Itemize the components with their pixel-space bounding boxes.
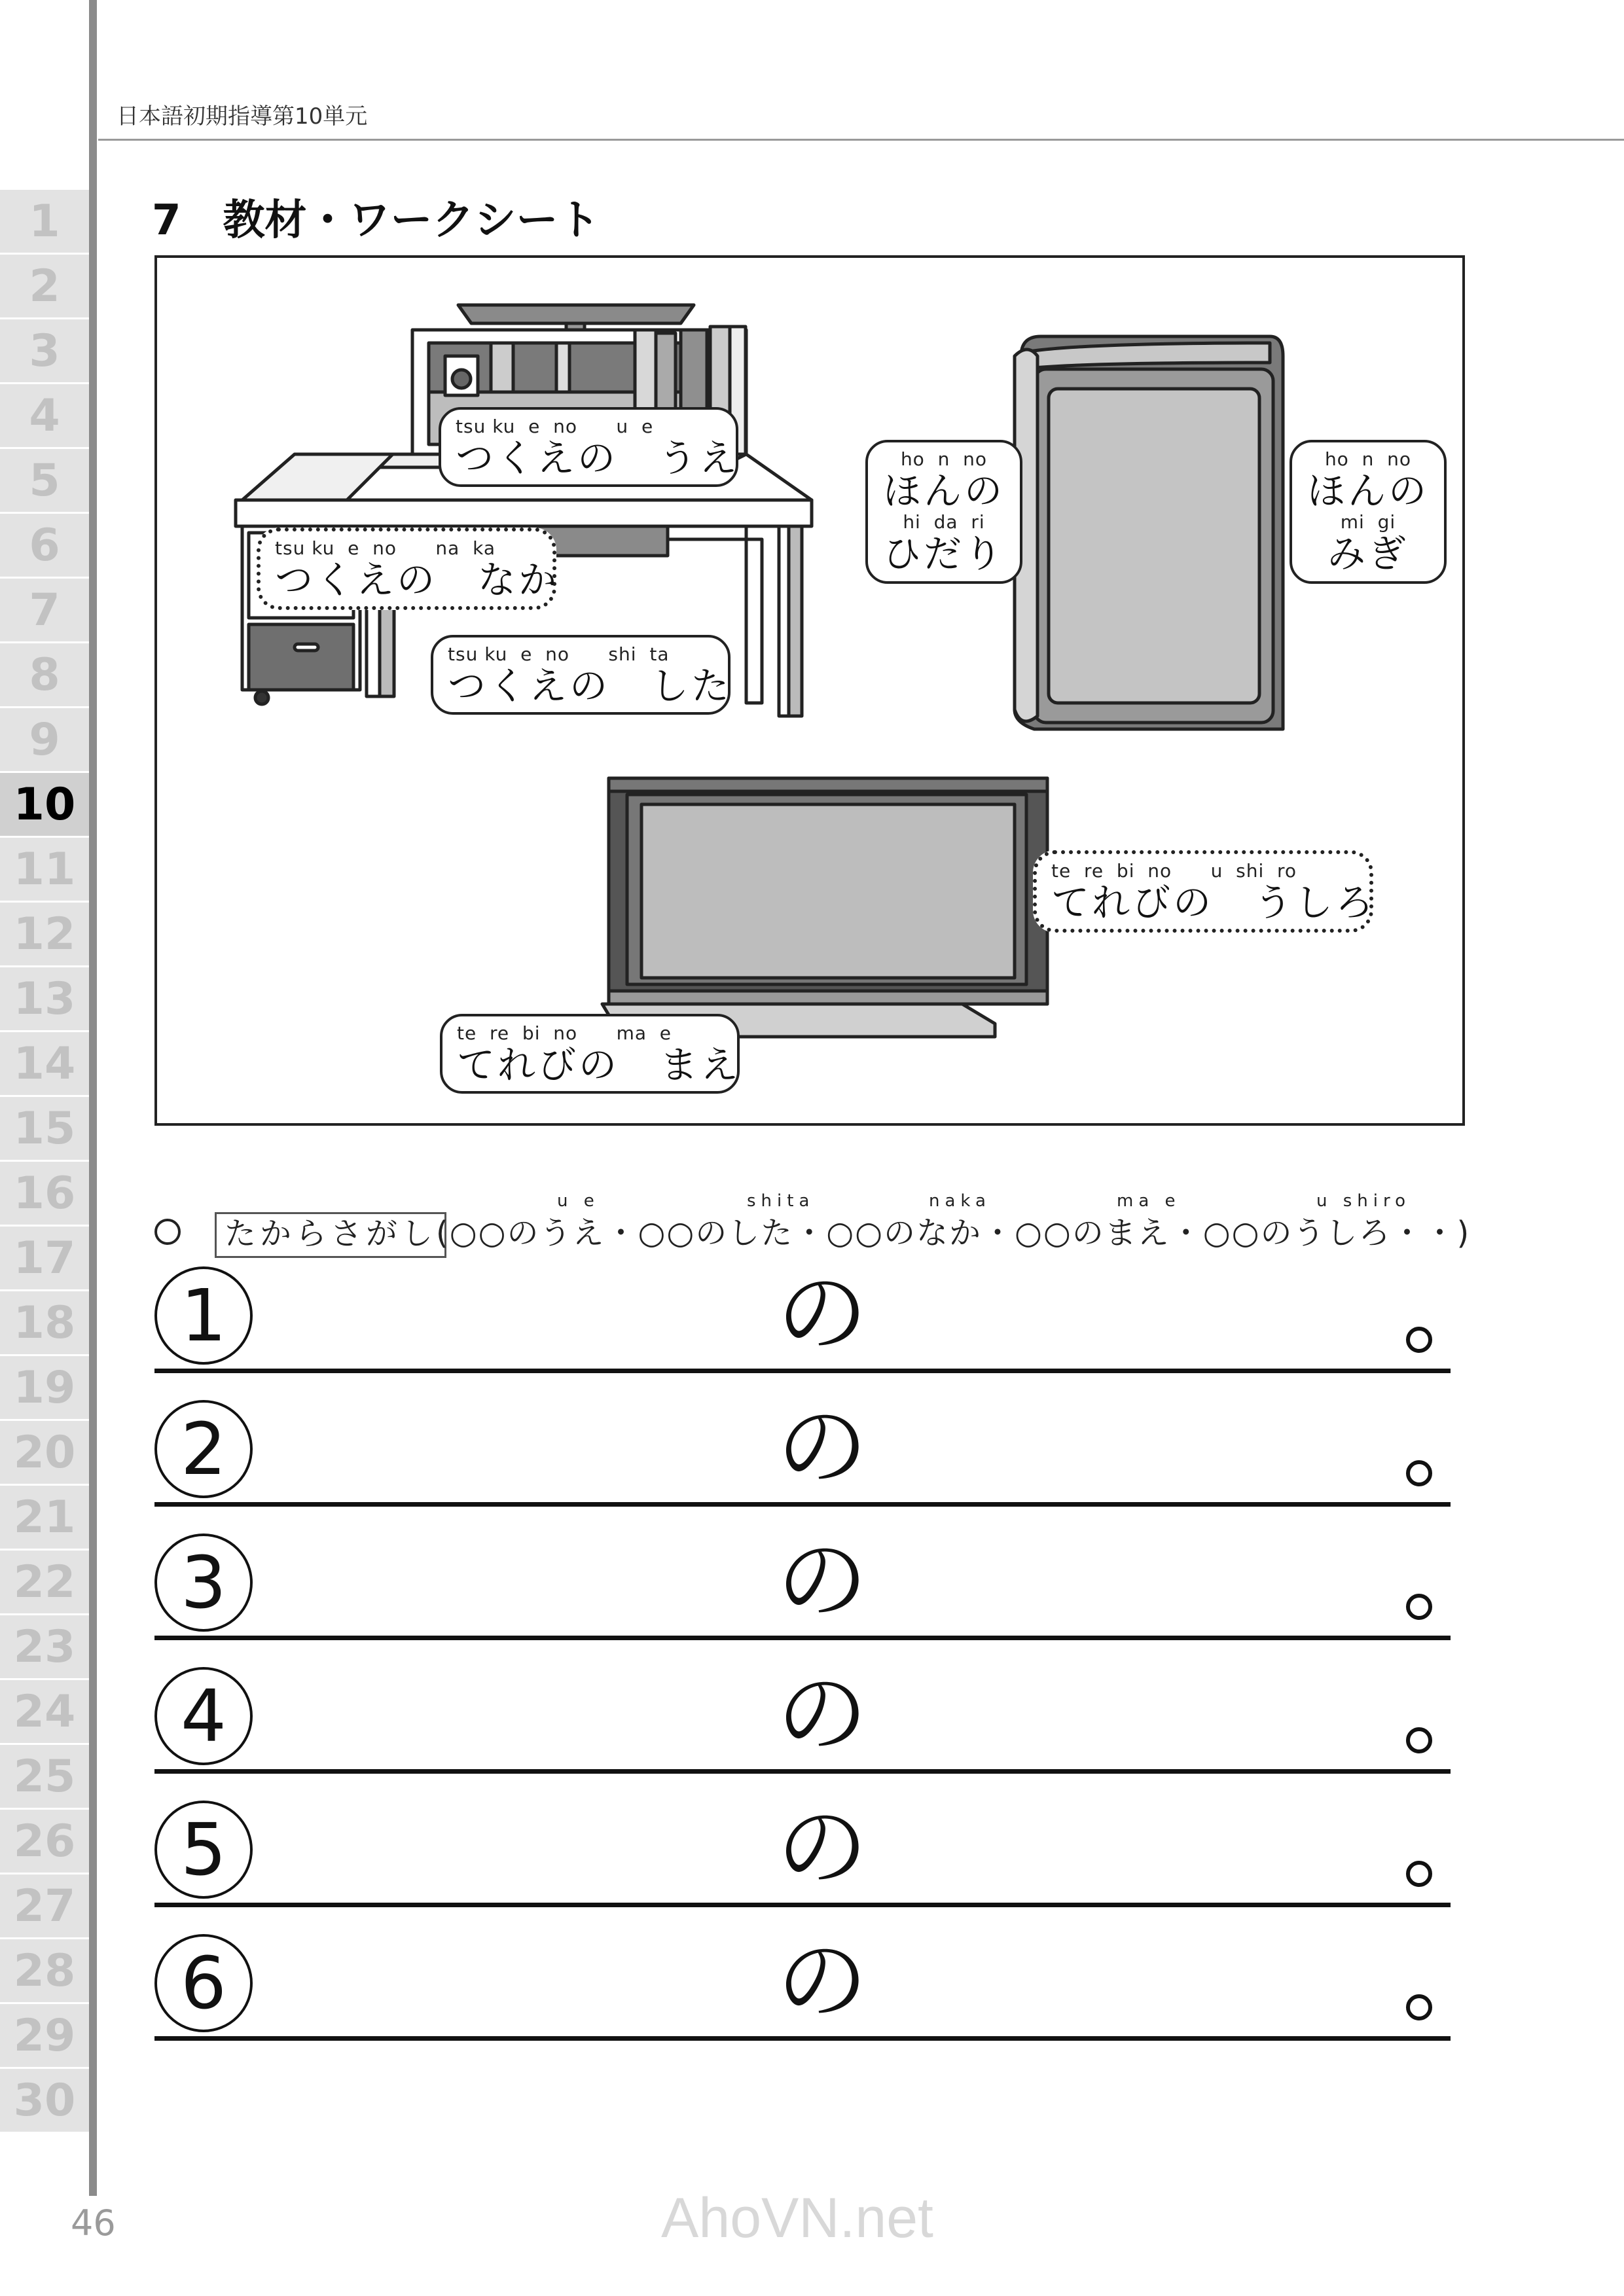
answer-row[interactable]	[154, 1921, 1451, 2039]
row-number: 3	[154, 1534, 253, 1632]
answer-line	[154, 2036, 1451, 2041]
label-tv-front	[440, 1014, 740, 1094]
chapter-tab-21[interactable]: 21	[0, 1486, 89, 1549]
label-desk-inside	[257, 528, 560, 610]
chapter-tab-25[interactable]: 25	[0, 1745, 89, 1808]
chapter-tab-7[interactable]: 7	[0, 579, 89, 641]
row-number: 6	[154, 1934, 253, 2032]
label-desk-under-ruby: tsu ku e no shi ta	[448, 643, 670, 665]
label-desk-inside-text: つくえの なか	[275, 558, 560, 602]
row-number: 4	[154, 1667, 253, 1765]
hint-ruby-ue: u e	[557, 1191, 600, 1211]
illustration	[157, 258, 1462, 1123]
chapter-tab-9[interactable]: 9	[0, 708, 89, 771]
answer-row[interactable]	[154, 1787, 1451, 1905]
running-head: 日本語初期指導第10単元	[117, 103, 368, 130]
hint-ruby-naka: naka	[929, 1191, 991, 1211]
label-book-right-ruby1: ho n no	[1324, 448, 1412, 470]
chapter-tab-8[interactable]: 8	[0, 643, 89, 706]
chapter-tab-11[interactable]: 11	[0, 838, 89, 901]
chapter-tab-10[interactable]: 10	[0, 773, 89, 836]
period-mark-icon	[1406, 1861, 1432, 1887]
answer-line	[154, 1903, 1451, 1907]
chapter-tab-13[interactable]: 13	[0, 967, 89, 1030]
period-mark-icon	[1406, 1327, 1432, 1353]
chapter-tab-23[interactable]: 23	[0, 1615, 89, 1678]
answer-row[interactable]	[154, 1253, 1451, 1371]
label-book-right-ruby2: mi gi	[1340, 511, 1396, 533]
label-book-right-text1: ほんの	[1307, 469, 1429, 513]
chapter-tab-30[interactable]: 30	[0, 2069, 89, 2132]
chapter-tab-4[interactable]: 4	[0, 384, 89, 447]
label-tv-front-text: てれびの まえ	[457, 1043, 742, 1087]
period-mark-icon	[1406, 1460, 1432, 1486]
header-rule	[98, 139, 1624, 141]
hint-ruby-shita: shita	[747, 1191, 815, 1211]
chapter-tab-5[interactable]: 5	[0, 449, 89, 512]
row-number: 1	[154, 1266, 253, 1365]
label-desk-top-ruby: tsu ku e no u e	[456, 416, 654, 437]
row-particle: の	[776, 1661, 869, 1768]
label-book-left-text2: ひだり	[882, 531, 1005, 576]
hint-ruby-mae: ma e	[1117, 1191, 1181, 1211]
chapter-tab-16[interactable]: 16	[0, 1162, 89, 1225]
answer-line	[154, 1636, 1451, 1640]
row-particle: の	[776, 1261, 869, 1367]
treasure-hunt-hint: (○○のうえ・○○のした・○○のなか・○○のまえ・○○のうしろ・・)	[436, 1215, 1471, 1251]
chapter-tab-2[interactable]: 2	[0, 255, 89, 317]
bullet-circle-icon	[154, 1219, 181, 1245]
row-particle: の	[776, 1928, 869, 2035]
chapter-index	[0, 190, 92, 2140]
answer-row[interactable]	[154, 1520, 1451, 1638]
chapter-tab-14[interactable]: 14	[0, 1032, 89, 1095]
section-title: 7 教材・ワークシート	[152, 196, 600, 245]
period-mark-icon	[1406, 1994, 1432, 2020]
chapter-tab-6[interactable]: 6	[0, 514, 89, 577]
row-number: 2	[154, 1400, 253, 1498]
row-particle: の	[776, 1394, 869, 1501]
chapter-tab-12[interactable]: 12	[0, 903, 89, 965]
period-mark-icon	[1406, 1594, 1432, 1620]
label-desk-under-text: つくえの した	[448, 664, 732, 708]
label-tv-front-ruby: te re bi no ma e	[457, 1022, 672, 1044]
label-desk-under	[431, 635, 731, 715]
period-mark-icon	[1406, 1727, 1432, 1753]
label-desk-inside-ruby: tsu ku e no na ka	[275, 537, 496, 559]
label-tv-back-text: てれびの うしろ	[1051, 880, 1377, 925]
chapter-tab-24[interactable]: 24	[0, 1680, 89, 1743]
chapter-tab-17[interactable]: 17	[0, 1227, 89, 1289]
label-desk-top-text: つくえの うえ	[456, 436, 740, 480]
chapter-tab-26[interactable]: 26	[0, 1810, 89, 1873]
answer-row[interactable]	[154, 1387, 1451, 1505]
chapter-tab-20[interactable]: 20	[0, 1421, 89, 1484]
treasure-hunt-title: たからさがし	[215, 1212, 446, 1258]
label-book-right-text2: みぎ	[1327, 531, 1409, 576]
chapter-tab-29[interactable]: 29	[0, 2004, 89, 2067]
row-particle: の	[776, 1528, 869, 1634]
label-book-left	[865, 440, 1022, 584]
chapter-tab-3[interactable]: 3	[0, 319, 89, 382]
page-number: 46	[71, 2202, 116, 2244]
row-number: 5	[154, 1801, 253, 1899]
answer-row[interactable]	[154, 1654, 1451, 1772]
book-illustration	[1015, 336, 1283, 729]
answer-line	[154, 1769, 1451, 1774]
hint-ruby-ushiro: u shiro	[1316, 1191, 1411, 1211]
row-particle: の	[776, 1795, 869, 1901]
answer-line	[154, 1369, 1451, 1373]
chapter-tab-28[interactable]: 28	[0, 1939, 89, 2002]
chapter-tab-18[interactable]: 18	[0, 1291, 89, 1354]
treasure-hunt-instruction	[154, 1191, 1496, 1257]
chapter-tab-27[interactable]: 27	[0, 1874, 89, 1937]
label-desk-top	[439, 407, 738, 487]
chapter-tab-15[interactable]: 15	[0, 1097, 89, 1160]
label-book-right	[1290, 440, 1447, 584]
watermark: AhoVN.net	[661, 2187, 933, 2250]
answer-line	[154, 1502, 1451, 1507]
label-book-left-text1: ほんの	[882, 469, 1005, 513]
chapter-tab-22[interactable]: 22	[0, 1551, 89, 1613]
illustration-frame	[154, 255, 1465, 1126]
label-tv-back-ruby: te re bi no u shi ro	[1051, 860, 1297, 882]
chapter-tab-1[interactable]: 1	[0, 190, 89, 253]
tv-illustration	[602, 778, 1047, 1037]
chapter-tab-19[interactable]: 19	[0, 1356, 89, 1419]
label-book-left-ruby2: hi da ri	[903, 511, 985, 533]
label-book-left-ruby1: ho n no	[900, 448, 988, 470]
label-tv-back	[1033, 850, 1377, 933]
